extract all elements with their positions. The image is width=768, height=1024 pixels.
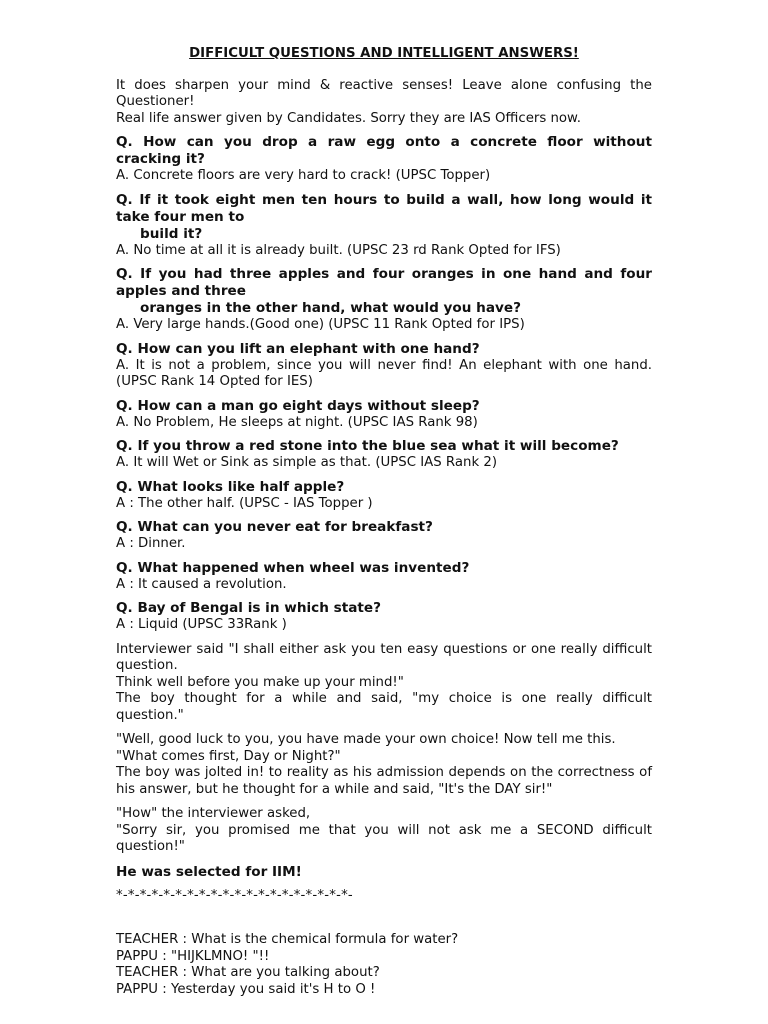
answer: A. It will Wet or Sink as simple as that. (UPSC IAS Rank 2): [116, 455, 498, 470]
question-continuation: build it?: [140, 225, 203, 242]
question: Q. If you had three apples and four oranges in one hand and four apples and three: [116, 266, 652, 299]
question: Q. How can you drop a raw egg onto a concrete floor without cracking it?: [116, 134, 652, 167]
answer: A : The other half. (UPSC - IAS Topper ): [116, 495, 373, 511]
answer: A. It is not a problem, since you will never find! An elephant with one hand. (UPSC Rank 14 Opted for IES): [116, 357, 652, 389]
document-title: DIFFICULT QUESTIONS AND INTELLIGENT ANSWERS!: [189, 46, 579, 61]
story-line: Interviewer said "I shall either ask you ten easy questions or one really difficult question.: [116, 641, 652, 673]
story-line: "How" the interviewer asked,: [116, 806, 311, 821]
question: Q. What looks like half apple?: [116, 478, 345, 495]
question: Q. What can you never eat for breakfast?: [116, 519, 433, 535]
document-body: [116, 46, 652, 998]
question: Q. Bay of Bengal is in which state?: [116, 600, 381, 616]
joke-line: PAPPU : Yesterday you said it's H to O !: [116, 981, 376, 997]
answer: A : It caused a revolution.: [116, 576, 287, 592]
question: Q. How can a man go eight days without sleep?: [116, 397, 480, 414]
intro-line: It does sharpen your mind & reactive senses! Leave alone confusing the Questioner!: [116, 77, 652, 109]
answer: A. No time at all it is already built. (UPSC 23 rd Rank Opted for IFS): [116, 242, 561, 258]
answer: A. No Problem, He sleeps at night. (UPSC IAS Rank 98): [116, 414, 478, 430]
intro-line: Real life answer given by Candidates. Sorry they are IAS Officers now.: [116, 110, 581, 126]
story-conclusion: He was selected for IIM!: [116, 863, 302, 880]
question: Q. If you throw a red stone into the blue sea what it will become?: [116, 438, 619, 454]
question: Q. What happened when wheel was invented?: [116, 559, 470, 576]
joke-line: PAPPU : "HIJKLMNO! "!!: [116, 948, 270, 964]
joke-line: TEACHER : What are you talking about?: [116, 965, 380, 980]
answer: A. Concrete floors are very hard to crack! (UPSC Topper): [116, 168, 491, 183]
question: Q. If it took eight men ten hours to build a wall, how long would it take four men to: [116, 191, 652, 225]
question: Q. How can you lift an elephant with one hand?: [116, 340, 480, 357]
story-line: The boy thought for a while and said, "my choice is one really difficult question.": [116, 691, 652, 723]
answer: A. Very large hands.(Good one) (UPSC 11 Rank Opted for IPS): [116, 317, 525, 332]
story-line: The boy was jolted in! to reality as his admission depends on the correctness of his answer, but he thought for a while and said, "It's the DAY sir!": [116, 765, 652, 797]
separator: *-*-*-*-*-*-*-*-*-*-*-*-*-*-*-*-*-*-*-*-: [116, 887, 353, 903]
story-line: "Well, good luck to you, you have made your own choice! Now tell me this.: [116, 732, 616, 747]
question-continuation: oranges in the other hand, what would you have?: [140, 300, 521, 316]
answer: A : Liquid (UPSC 33Rank ): [116, 617, 287, 632]
story-line: "What comes first, Day or Night?": [116, 748, 341, 764]
story-line: Think well before you make up your mind!": [116, 674, 404, 690]
story-line: "Sorry sir, you promised me that you will not ask me a SECOND difficult question!": [116, 822, 652, 854]
joke-line: TEACHER : What is the chemical formula for water?: [116, 932, 459, 947]
answer: A : Dinner.: [116, 536, 186, 551]
